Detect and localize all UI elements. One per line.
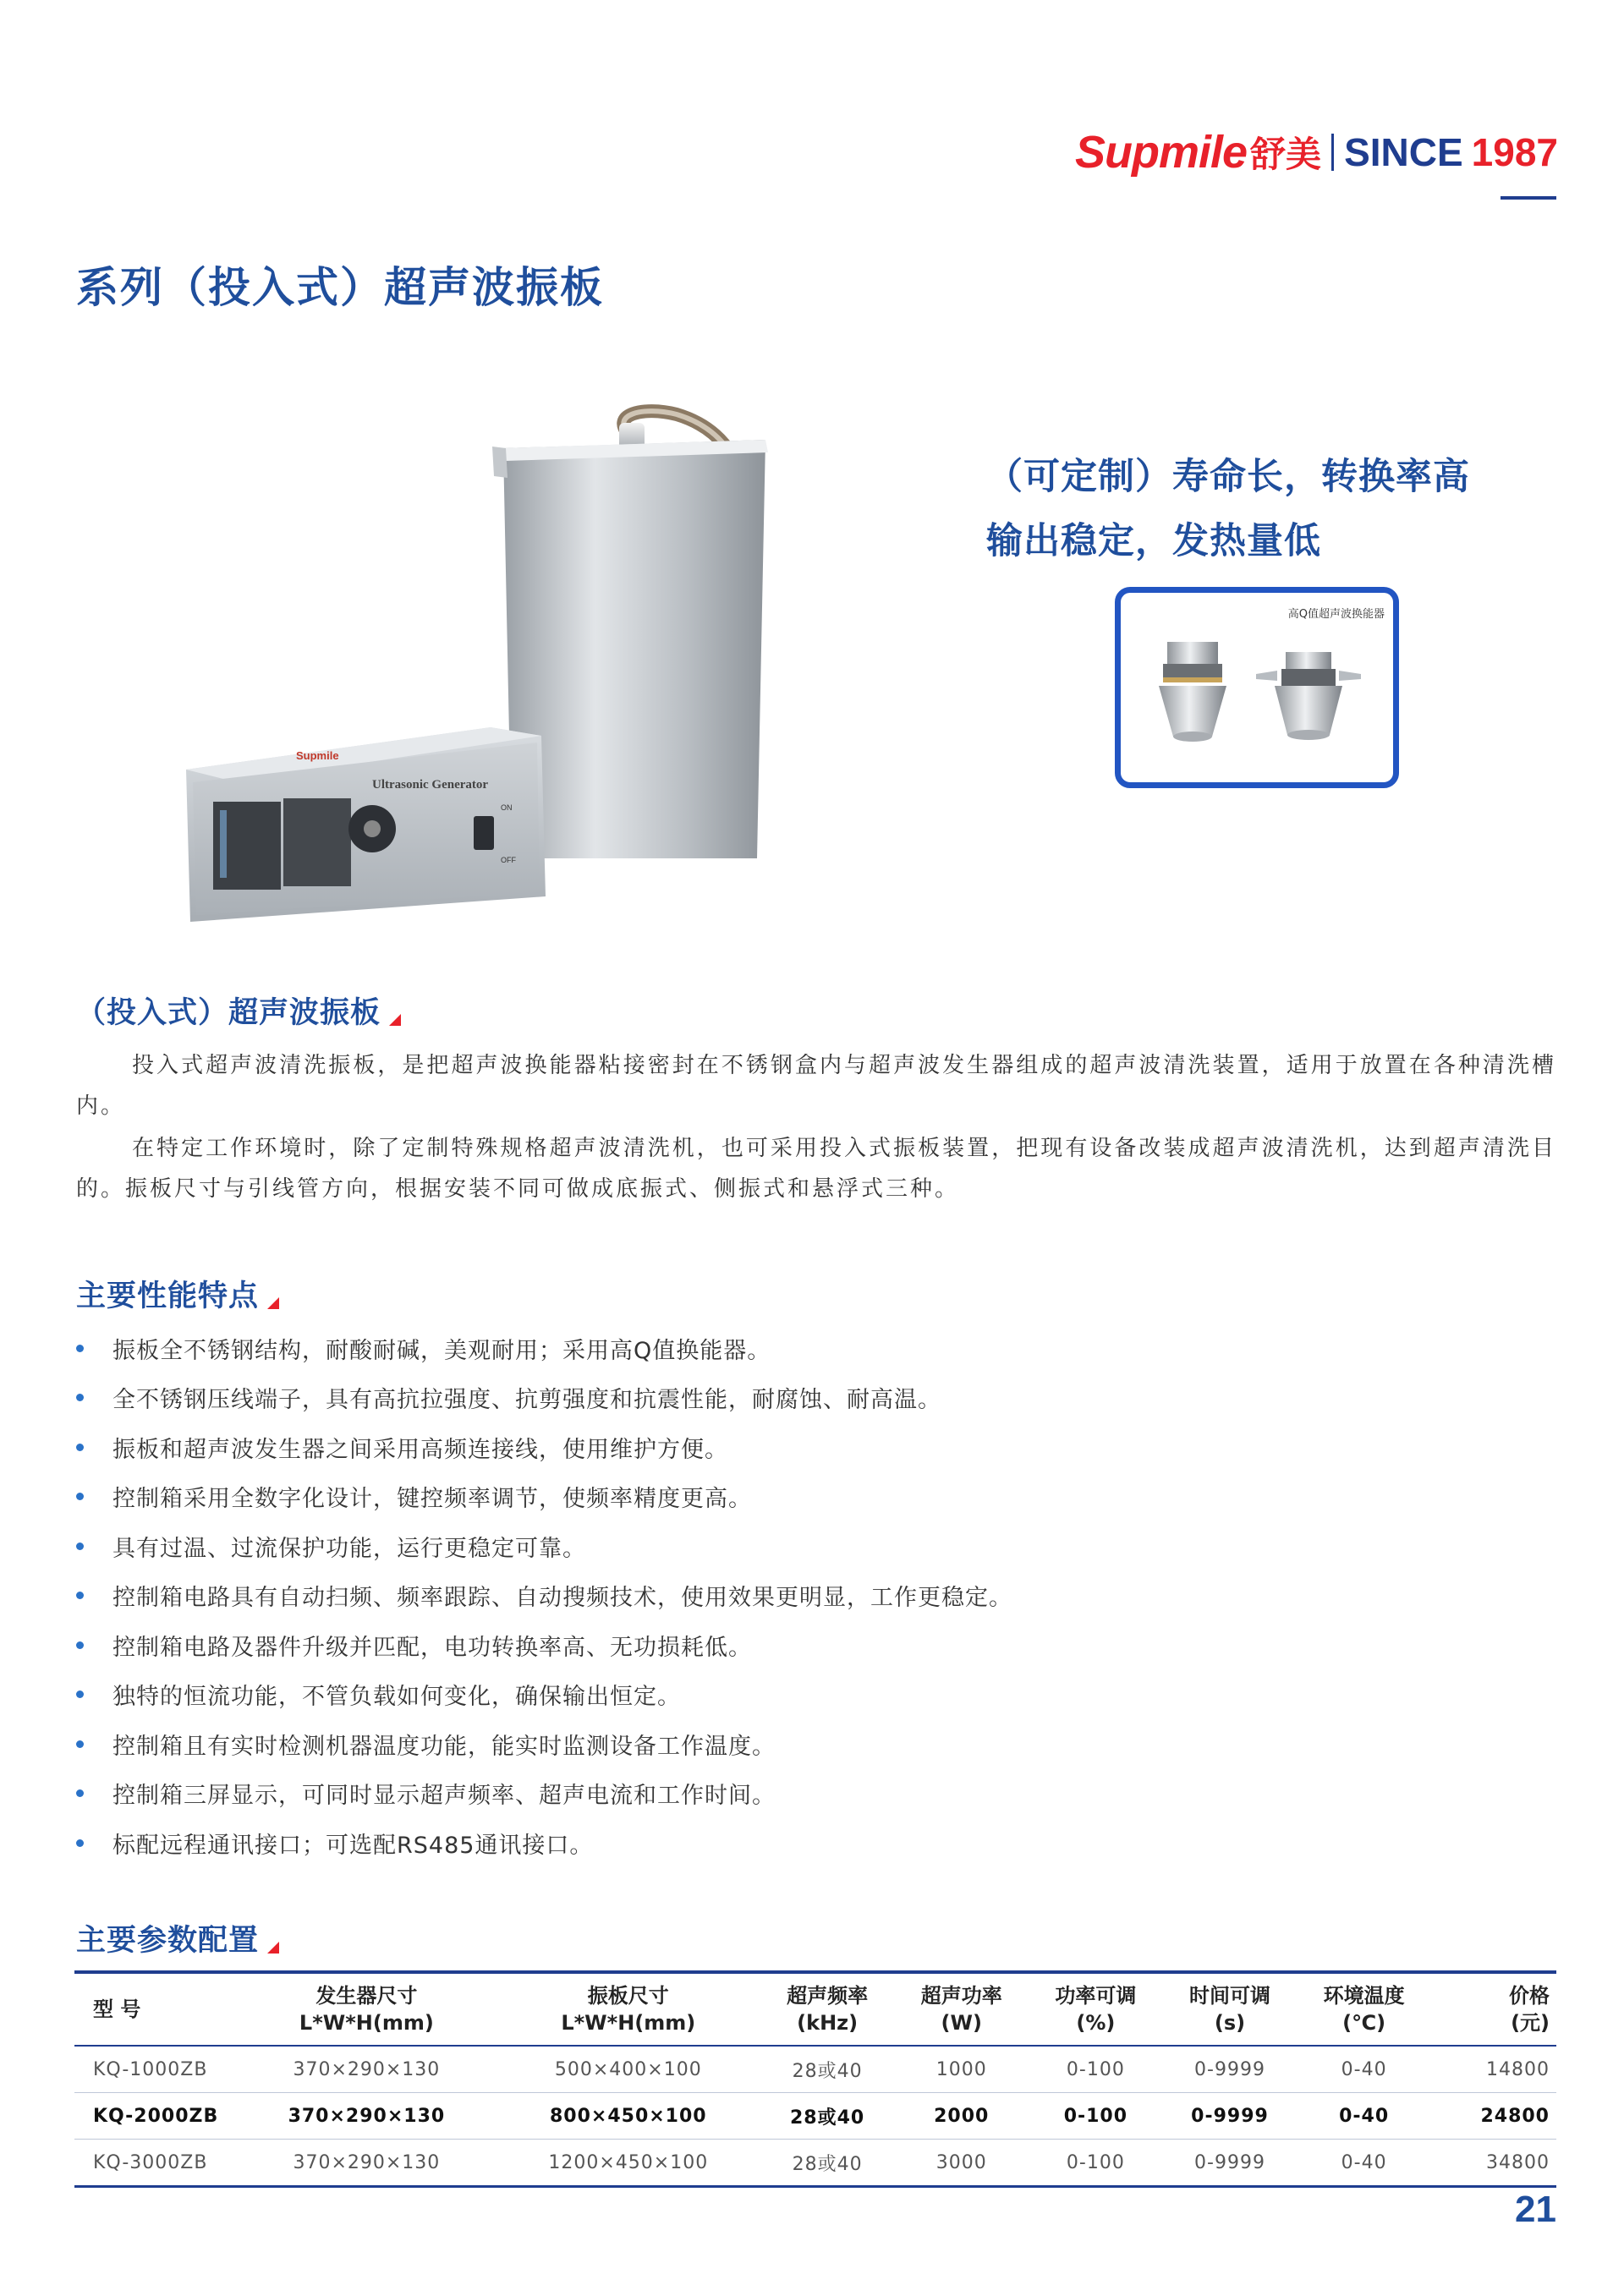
table-cell: 0-100 (1066, 2151, 1125, 2173)
table-cell: 2000 (934, 2105, 990, 2127)
table-cell: KQ-1000ZB (93, 2058, 208, 2080)
table-cell: 1200×450×100 (548, 2151, 709, 2173)
table-cell: 1000 (935, 2058, 987, 2080)
generator-brand: Supmile (296, 749, 339, 762)
list-item: 独特的恒流功能，不管负载如何变化，确保输出恒定。 (76, 1670, 1548, 1720)
bullet-icon (76, 1592, 84, 1599)
table-row (74, 2140, 1556, 2187)
switch-off-label: OFF (501, 856, 516, 864)
features-heading: 主要性能特点 (76, 1273, 279, 1315)
heading-marker-icon (267, 1942, 279, 1954)
bullet-icon (76, 1345, 84, 1352)
generator-label: Ultrasonic Generator (372, 778, 489, 792)
page-number: 21 (1515, 2189, 1556, 2230)
params-table (74, 1970, 1556, 2188)
col-header-plate-size: 振板尺寸 L*W*H(mm) (561, 1984, 696, 2035)
intro-paragraph-1: 投入式超声波清洗振板，是把超声波换能器粘接密封在不锈钢盒内与超声波发生器组成的超声波清洗装置，适用于放置在各种清洗槽内。 (76, 1053, 1556, 1119)
table-cell: 28或40 (792, 2153, 863, 2175)
bullet-icon (76, 1394, 84, 1401)
list-item: 全不锈钢压线端子，具有高抗拉强度、抗剪强度和抗震性能，耐腐蚀、耐高温。 (76, 1373, 1548, 1423)
table-cell: 0-100 (1066, 2058, 1125, 2080)
col-header-model: 型 号 (93, 1997, 141, 2021)
list-item: 控制箱三屏显示，可同时显示超声频率、超声电流和工作时间。 (76, 1769, 1548, 1819)
table-cell: 14800 (1486, 2058, 1550, 2080)
bullet-icon (76, 1839, 84, 1847)
slogan-line-1: （可定制）寿命长，转换率高 (986, 456, 1470, 498)
since-label: SINCE (1344, 130, 1463, 174)
bullet-icon (76, 1493, 84, 1500)
table-cell: 28或40 (792, 2060, 863, 2082)
params-heading: 主要参数配置 (76, 1917, 279, 1959)
table-cell: 0-9999 (1194, 2058, 1265, 2080)
features-list (76, 1323, 1548, 1868)
heading-marker-icon (389, 1014, 401, 1026)
table-row (74, 2046, 1556, 2093)
transducer-left (1159, 642, 1226, 742)
table-cell: 800×450×100 (549, 2105, 707, 2127)
heading-marker-icon (267, 1297, 279, 1309)
header-accent-line (1501, 196, 1556, 200)
switch-on-label: ON (501, 803, 513, 812)
bullet-icon (76, 1690, 84, 1698)
list-item: 标配远程通讯接口；可选配RS485通讯接口。 (76, 1818, 1548, 1868)
table-cell: 0-40 (1339, 2105, 1390, 2127)
logo-divider (1331, 134, 1334, 171)
transducer-image (1121, 593, 1393, 782)
table-cell: 34800 (1486, 2151, 1550, 2173)
table-header-row (74, 1972, 1556, 2046)
product-image (169, 397, 795, 956)
table-cell: 370×290×130 (288, 2105, 446, 2127)
table-cell: 500×400×100 (554, 2058, 702, 2080)
transducer-label: 高Q值超声波换能器 (1287, 608, 1385, 621)
brand-logo (1075, 127, 1558, 178)
brand-name-en: Supmile (1075, 127, 1248, 178)
intro-paragraph-2: 在特定工作环境时，除了定制特殊规格超声波清洗机，也可采用投入式振板装置，把现有设备改装成超声波清洗机，达到超声清洗目的。振板尺寸与引线管方向，根据安装不同可做成底振式、侧振式和悬浮式三种。 (76, 1136, 1556, 1202)
col-header-price: 价格 (元) (1509, 1984, 1550, 2035)
table-cell: 3000 (935, 2151, 987, 2173)
col-header-time-adjust: 时间可调 (s) (1189, 1984, 1270, 2035)
slogan-line-2: 输出稳定，发热量低 (986, 520, 1321, 562)
bullet-icon (76, 1543, 84, 1550)
bullet-icon (76, 1641, 84, 1649)
col-header-frequency: 超声频率 (kHz) (787, 1984, 869, 2035)
list-item: 具有过温、过流保护功能，运行更稳定可靠。 (76, 1521, 1548, 1571)
col-header-generator-size: 发生器尺寸 L*W*H(mm) (299, 1984, 434, 2035)
table-cell: KQ-2000ZB (93, 2105, 219, 2127)
list-item: 振板和超声波发生器之间采用高频连接线，使用维护方便。 (76, 1422, 1548, 1472)
list-item: 控制箱电路具有自动扫频、频率跟踪、自动搜频技术，使用效果更明显，工作更稳定。 (76, 1571, 1548, 1621)
intro-heading: （投入式）超声波振板 (76, 989, 401, 1032)
brand-name-cn: 舒美 (1250, 134, 1322, 175)
col-header-power-adjust: 功率可调 (%) (1055, 1984, 1137, 2035)
table-cell: 370×290×130 (293, 2058, 441, 2080)
bullet-icon (76, 1444, 84, 1451)
bullet-icon (76, 1740, 84, 1748)
table-cell: 24800 (1480, 2105, 1550, 2127)
table-cell: 28或40 (790, 2107, 865, 2129)
power-switch (474, 816, 494, 850)
since-year: 1987 (1471, 130, 1558, 174)
table-cell: 370×290×130 (293, 2151, 441, 2173)
table-row (74, 2093, 1556, 2140)
list-item: 振板全不锈钢结构，耐酸耐碱，美观耐用；采用高Q值换能器。 (76, 1323, 1548, 1373)
table-cell: KQ-3000ZB (93, 2151, 208, 2173)
transducer-card (1115, 587, 1399, 788)
table-cell: 0-40 (1341, 2058, 1387, 2080)
bullet-icon (76, 1789, 84, 1797)
list-item: 控制箱且有实时检测机器温度功能，能实时监测设备工作温度。 (76, 1719, 1548, 1769)
table-cell: 0-9999 (1194, 2151, 1265, 2173)
list-item: 控制箱电路及器件升级并匹配，电功转换率高、无功损耗低。 (76, 1620, 1548, 1670)
table-cell: 0-40 (1341, 2151, 1387, 2173)
transducer-right (1256, 652, 1361, 740)
col-header-power: 超声功率 (W) (920, 1984, 1002, 2035)
table-cell: 0-100 (1063, 2105, 1128, 2127)
table-cell: 0-9999 (1191, 2105, 1269, 2127)
page-title: 系列（投入式）超声波振板 (76, 263, 604, 312)
list-item: 控制箱采用全数字化设计，键控频率调节，使频率精度更高。 (76, 1472, 1548, 1522)
col-header-ambient-temp: 环境温度 (℃) (1323, 1984, 1405, 2035)
